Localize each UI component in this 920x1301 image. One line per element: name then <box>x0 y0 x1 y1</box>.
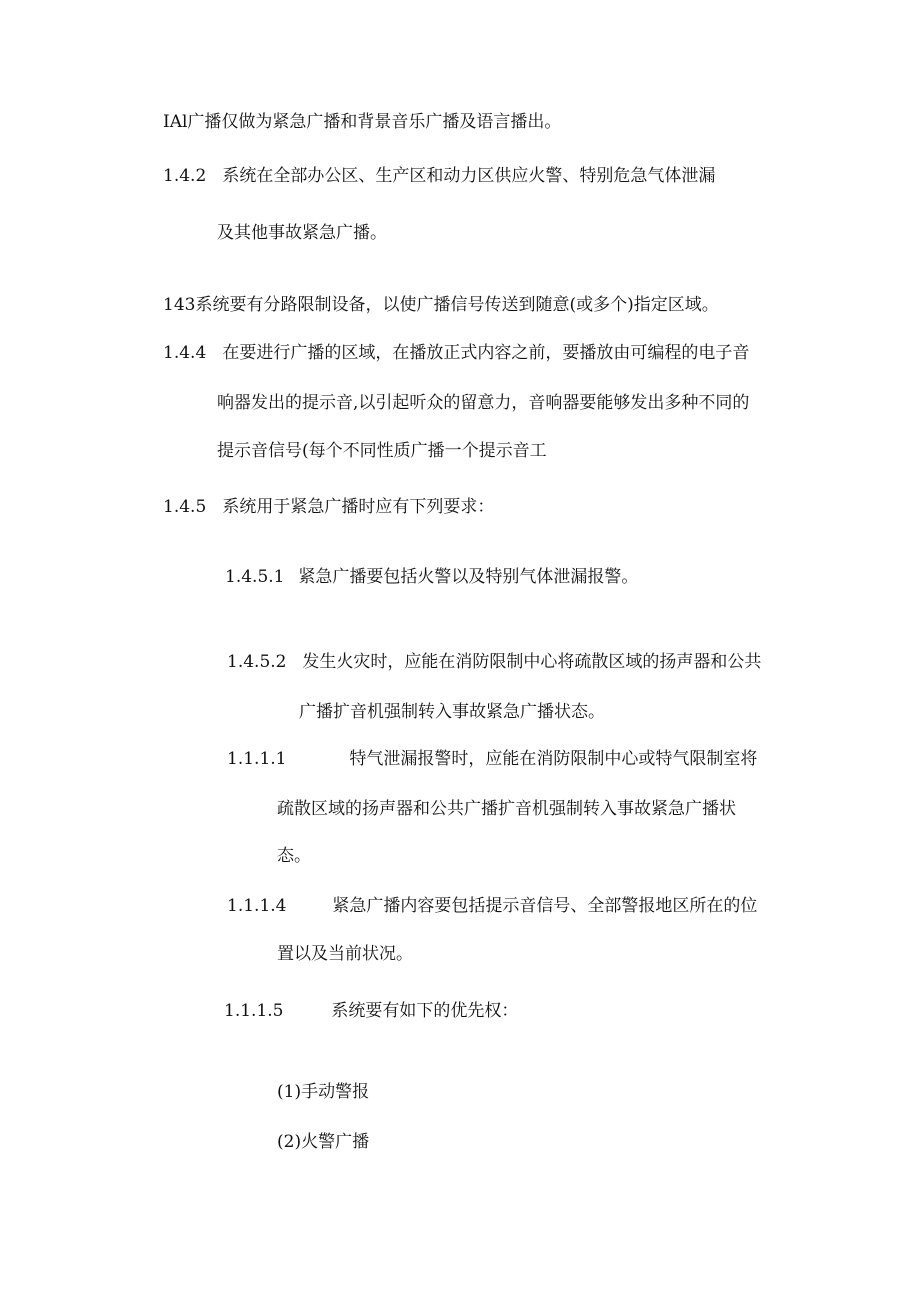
section-number: 1.1.1.1 <box>227 749 287 769</box>
paragraph-text: 在要进行广播的区域，在播放正式内容之前，要播放由可编程的电子音 <box>222 343 750 363</box>
paragraph-text: 系统要有如下的优先权： <box>331 1001 519 1021</box>
section-number: 1.4.5 <box>163 497 207 517</box>
paragraph-1-1-1-1-continuation-2: 态。 <box>277 846 311 866</box>
paragraph-text: 发生火灾时，应能在消防限制中心将疏散区域的扬声器和公共 <box>302 652 762 672</box>
paragraph-text: IAl广播仅做为紧急广播和背景音乐广播及语言播出。 <box>163 112 562 132</box>
paragraph-1-4-5-1 <box>225 566 638 588</box>
paragraph-1-4-5 <box>163 496 494 518</box>
paragraph-1-1-1-1 <box>227 748 757 770</box>
paragraph-text: 系统用于紧急广播时应有下列要求： <box>222 497 495 517</box>
paragraph-1-1-1-4-continuation: 置以及当前状况。 <box>277 944 413 964</box>
paragraph-text: 紧急广播要包括火警以及特别气体泄漏报警。 <box>298 567 639 587</box>
section-number: 1.4.2 <box>163 166 207 186</box>
paragraph-1-1-1-1-continuation-1: 疏散区域的扬声器和公共广播扩音机强制转入事故紧急广播状 <box>277 799 736 819</box>
paragraph-1-4-2-continuation: 及其他事故紧急广播。 <box>217 223 387 243</box>
paragraph-text: 特气泄漏报警时，应能在消防限制中心或特气限制室将 <box>349 749 758 769</box>
paragraph-text: 143系统要有分路限制设备，以使广播信号传送到随意(或多个)指定区域。 <box>163 295 719 315</box>
paragraph-1-1-1-4 <box>227 895 757 917</box>
paragraph-1-1-1-5 <box>224 1000 518 1022</box>
paragraph-1-4-1 <box>163 111 561 133</box>
paragraph-1-4-2 <box>163 165 715 187</box>
priority-item-2: (2)火警广播 <box>277 1132 370 1152</box>
priority-item-1: (1)手动警报 <box>277 1082 370 1102</box>
section-number: 1.4.5.1 <box>225 567 285 587</box>
paragraph-1-4-4 <box>163 342 749 364</box>
paragraph-1-4-5-2 <box>227 651 761 673</box>
paragraph-text: 紧急广播内容要包括提示音信号、全部警报地区所在的位 <box>332 896 758 916</box>
paragraph-text: 系统在全部办公区、生产区和动力区供应火警、特别危急气体泄漏 <box>222 166 716 186</box>
section-number: 1.4.4 <box>163 343 207 363</box>
paragraph-1-4-4-continuation-2: 提示音信号(每个不同性质广播一个提示音工 <box>217 441 547 461</box>
paragraph-1-4-4-continuation-1: 响器发出的提示音,以引起听众的留意力，音响器要能够发出多种不同的 <box>217 393 750 413</box>
paragraph-1-4-3 <box>163 294 719 316</box>
section-number: 1.1.1.5 <box>224 1001 284 1021</box>
paragraph-1-4-5-2-continuation: 广播扩音机强制转入事故紧急广播状态。 <box>299 702 605 722</box>
section-number: 1.1.1.4 <box>227 896 287 916</box>
section-number: 1.4.5.2 <box>227 652 287 672</box>
